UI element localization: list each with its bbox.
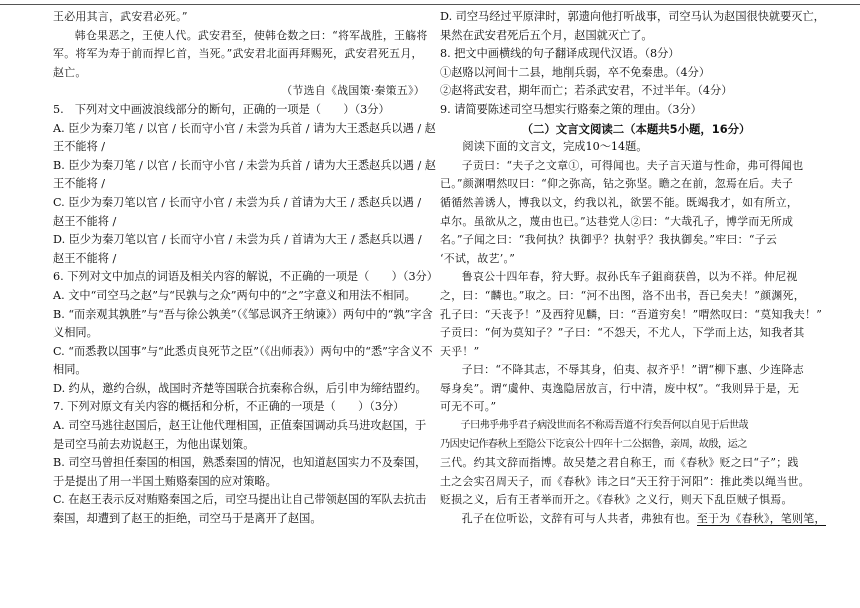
passage-line: 子曰：“不降其志，不辱其身，伯夷、叔齐乎！”谓“柳下惠、少连降志 [461, 363, 804, 377]
q6-option-b-cont: 义相同。 [53, 326, 98, 340]
passage-text: 孔子在位听讼，文辞有可与人共者，弗独有也。 [461, 512, 697, 526]
passage-line: ‘不试，故艺’。” [440, 251, 516, 265]
q7-option-b-cont: 于是提出了用一半国土贿赂秦国的应对策略。 [53, 474, 277, 488]
passage-line: 循循然善诱人，博我以文，约我以礼，欲罢不能。既竭我才，如有所立， [440, 195, 799, 209]
q6-option-c-cont: 相同。 [53, 363, 87, 377]
passage-line: 三代。约其文辞而指博。故吴楚之君自称王，而《春秋》贬之曰“子”；践 [440, 456, 799, 470]
question-6-stem: 6. 下列对文中加点的词语及相关内容的解说，不正确的一项是（ ）（3分） [53, 270, 438, 284]
passage-line: 王必用其言，武安君必死。” [53, 10, 188, 23]
left-column [53, 8, 437, 529]
right-column [440, 8, 832, 529]
passage-line: 土之会实召周天子，而《春秋》讳之曰“天王狩于河阳”：推此类以绳当世。 [440, 474, 810, 488]
passage-line: 子曰弗乎弗乎君子病没世而名不称焉吾道不行矣吾何以自见于后世哉 [460, 420, 749, 432]
passage-line: 军。将军为寿于前而捍匕首，当死。”武安君北面再拜赐死，武安君死五月， [53, 47, 423, 61]
passage-line: 名。”子闻之曰：“我何执？执御乎？执射乎？我执御矣。”牢曰：“子云 [440, 233, 778, 247]
passage-line: 赵亡。 [53, 65, 87, 79]
question-7-stem: 7. 下列对原文有关内容的概括和分析，不正确的一项是（ ）（3分） [53, 400, 405, 414]
q5-option-b: B. 臣少为秦刀笔 / 以官 / 长而守小官 / 未尝为兵首 / 请为大王悉赵兵以遇 / 赵 [53, 158, 436, 172]
underlined-sentence: 至于为《春秋》，笔则笔， [696, 512, 826, 526]
q7-option-d-cont: 果然在武安君死后五个月，赵国就灭亡了。 [440, 28, 653, 42]
section-heading: （二）文言文阅读二（本题共5小题，16分） [521, 121, 751, 136]
q7-option-a: A. 司空马逃往赵国后，赵王让他代理相国，正值秦国调动兵马进攻赵国，于 [53, 419, 427, 433]
q6-option-b: B. “而亲观其孰胜”与“吾与徐公孰美”（《邹忌讽齐王纳谏》）两句中的“孰”字含 [53, 307, 433, 321]
passage-line: 可无不可。” [440, 400, 497, 414]
passage-line: 天乎！” [440, 344, 480, 358]
passage-line: 乃因史记作春秋上至隐公下讫哀公十四年十二公据鲁，亲周，故殷，运之 [440, 438, 747, 450]
passage-line: 之，曰：“麟也。”取之。曰：“河不出图，洛不出书，吾已矣夫！”颜渊死， [440, 288, 805, 302]
passage-source: （节选自《战国策·秦策五》） [281, 84, 425, 98]
q8-sentence-2: ②赵将武安君，期年而亡；若杀武安君，不过半年。（4分） [440, 84, 733, 98]
q7-option-b: B. 司空马曾担任秦国的相国，熟悉秦国的情况，也知道赵国实力不及秦国， [53, 456, 427, 470]
q5-option-a-cont: 王不能将 / [53, 140, 106, 154]
q5-option-d: D. 臣少为秦刀笔以官 / 长而守小官 / 未尝为兵 / 首请为大王 / 悉赵兵以遇 / [53, 233, 422, 247]
q7-option-d: D. 司空马经过平原津时，郭遗向他打听战事，司空马认为赵国很快就要灭亡， [440, 10, 825, 23]
q5-option-b-cont: 王不能将 / [53, 177, 106, 191]
q7-option-a-cont: 是司空马前去劝说赵王，为他出谋划策。 [53, 437, 255, 451]
q5-option-d-cont: 赵王不能将 / [53, 251, 117, 265]
passage-line: 孔子曰：“天丧予！”及西狩见麟，曰：“吾道穷矣！”喟然叹曰：“莫知我夫！” [440, 307, 823, 321]
passage-line: 贬损之义，后有王者举而开之。《春秋》之义行，则天下乱臣贼子惧焉。 [440, 493, 793, 507]
q6-option-c: C. “而悉教以国事”与“此悉贞良死节之臣”（《出师表》）两句中的“悉”字含义不 [53, 344, 433, 358]
q5-option-c: C. 臣少为秦刀笔以官 / 长而守小官 / 未尝为兵 / 首请为大王 / 悉赵兵以遇 / [53, 195, 422, 209]
question-8-stem: 8. 把文中画横线的句子翻译成现代汉语。（8分） [440, 47, 680, 61]
q8-sentence-1: ①赵赂以河间十二县，地削兵弱，卒不免秦患。（4分） [440, 65, 711, 79]
q6-option-d: D. 约从，邀约合纵，战国时齐楚等国联合抗秦称合纵，后引申为缔结盟约。 [53, 381, 427, 395]
passage-line: 卓尔。虽欲从之，蔑由也已。”达巷党人②曰：“大哉孔子，博学而无所成 [440, 214, 794, 228]
passage-line: 辱身矣”。谓“虞仲、夷逸隐居放言，行中清，废中权”。“我则异于是，无 [440, 381, 800, 395]
question-9-stem: 9. 请简要陈述司空马想实行赂秦之策的理由。（3分） [440, 102, 702, 116]
passage-line: 子贡曰：“何为莫知子？”子曰：“不怨天，不尤人，下学而上达，知我者其 [440, 326, 805, 340]
q5-option-c-cont: 赵王不能将 / [53, 214, 117, 228]
q7-option-c: C. 在赵王表示反对贿赂秦国之后，司空马提出让自己带领赵国的军队去抗击 [53, 493, 427, 507]
q6-option-a: A. 文中“司空马之赵”与“民孰与之众”两句中的“之”字意义和用法不相同。 [53, 288, 416, 302]
passage-line: 韩仓果恶之，王使人代。武安君至，使韩仓数之曰：“将军战胜，王觞将 [74, 28, 428, 42]
section-instruction: 阅读下面的文言文，完成10～14题。 [462, 140, 648, 154]
question-5-stem: 5. 下列对文中画波浪线部分的断句，正确的一项是（ ）（3分） [53, 102, 390, 116]
q7-option-c-cont: 秦国，却遭到了赵王的拒绝，司空马于是离开了赵国。 [53, 512, 322, 526]
passage-line: 已。”颜渊喟然叹曰：“仰之弥高，钻之弥坚。瞻之在前，忽焉在后。夫子 [440, 177, 794, 191]
passage-line: 鲁哀公十四年春，狩大野。叔孙氏车子鉏商获兽，以为不祥。仲尼视 [461, 270, 798, 284]
passage-line [440, 510, 832, 529]
q5-option-a: A. 臣少为秦刀笔 / 以官 / 长而守小官 / 未尝为兵首 / 请为大王悉赵兵以遇 / 赵 [53, 121, 436, 135]
header-rule [0, 0, 860, 5]
passage-line: 子贡曰：“夫子之文章①，可得闻也。夫子言天道与性命，弗可得闻也 [461, 158, 804, 172]
